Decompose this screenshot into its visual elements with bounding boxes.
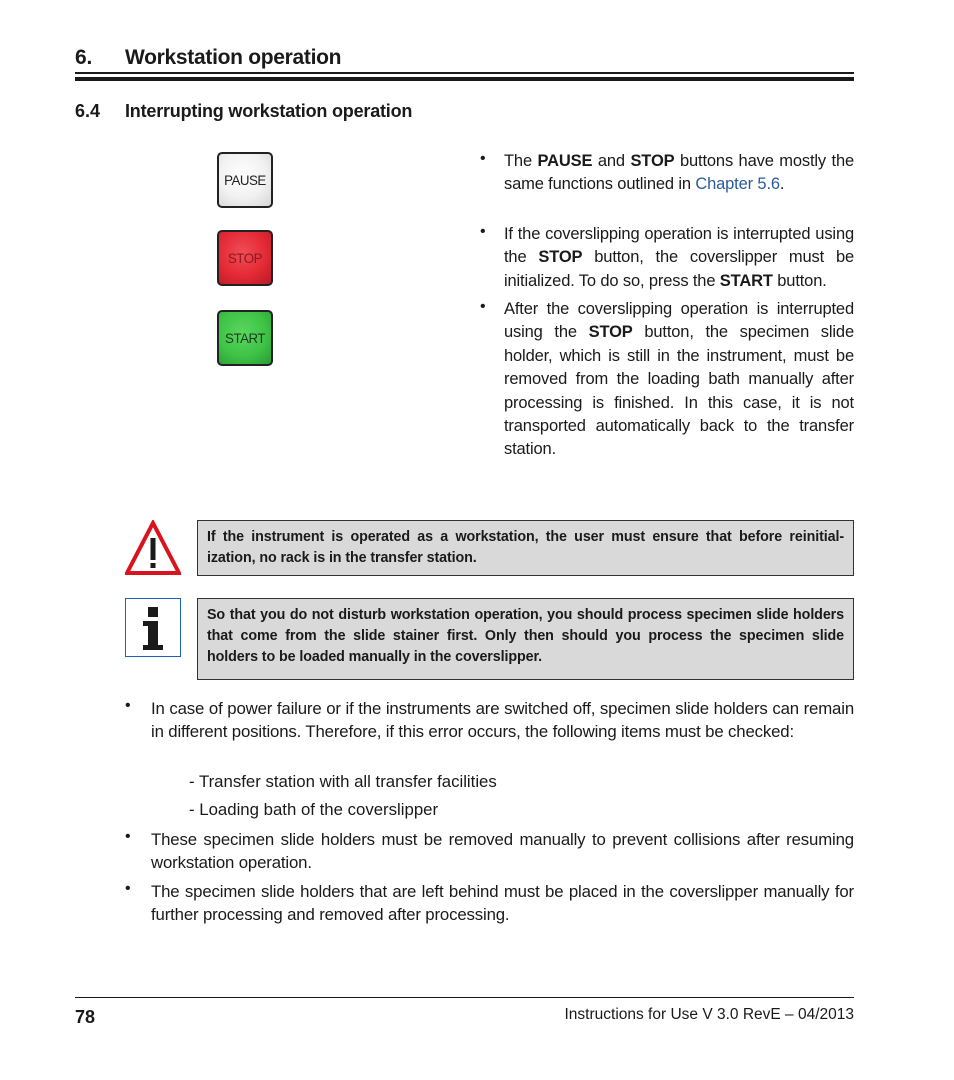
stop-key-image (217, 230, 273, 286)
page-number: 78 (75, 1007, 96, 1027)
bold-stop: STOP (538, 248, 583, 267)
list-item-remove-manually: These specimen slide holders must be removed manually to prevent collisions after resuming workstation operation. (151, 830, 854, 873)
bullet-marker: • (125, 880, 131, 897)
header-rule-thick (75, 77, 854, 81)
info-notice: So that you do not disturb workstation operation, you should process specimen slide holders that come from the slide stainer first. Only then should you process the specimen slide holders to be loaded manually in the coverslipper. (197, 598, 854, 680)
stop-key-label: STOP (227, 250, 263, 266)
list-item-left-behind: The specimen slide holders that are left behind must be placed in the coverslipper manually for further processing and removed after processing. (151, 882, 854, 925)
text-run: button. (772, 271, 827, 290)
bullet-stop-initialize (504, 223, 854, 293)
start-key-label: START (224, 330, 265, 346)
text-run: button, the specimen slide holder, which is still in the instrument, must be removed from the loading bath manually after processing is finished. In this case, it is not transported automatically back to the transfer station. (504, 323, 854, 459)
info-icon (125, 598, 181, 657)
footer-rule (75, 997, 854, 998)
warning-notice: If the instrument is operated as a workstation, the user must ensure that before reinitial-ization, no rack is in the transfer station. (197, 520, 854, 576)
text-run: If the coverslipping operation is interrupted using the (504, 225, 854, 267)
bold-pause: PAUSE (537, 152, 593, 170)
section-number: 6.4 (75, 101, 101, 121)
sub-item-transfer-station: - Transfer station with all transfer facilities (189, 772, 497, 791)
text-run: After the coverslipping operation is interrupted using the (504, 300, 854, 342)
bullet-pause-stop (504, 150, 854, 197)
section-title: Interrupting workstation operation (125, 101, 413, 121)
text-run: button, the coverslipper must be initialized. To do so, press the (504, 248, 854, 290)
bold-stop: STOP (630, 152, 675, 170)
chapter-number: 6. (75, 46, 93, 69)
info-i-glyph (126, 599, 180, 656)
footer-doc-info: Instructions for Use V 3.0 RevE – 04/2013 (564, 1006, 854, 1023)
text-run: buttons have mostly the same functions outlined in (504, 152, 855, 194)
pause-key-label: PAUSE (224, 172, 266, 188)
bullet-marker: • (125, 828, 131, 845)
text-run: and (592, 152, 631, 170)
bullet-marker: • (480, 150, 486, 167)
bullet-marker: • (125, 697, 131, 714)
bullet-marker: • (480, 298, 486, 315)
chapter-link[interactable]: Chapter 5.6 (695, 175, 780, 194)
header-rule-thin (75, 72, 854, 74)
bullet-remove-holder (504, 298, 854, 462)
bullet-marker: • (480, 223, 486, 240)
chapter-title: Workstation operation (125, 46, 342, 69)
start-key-image (217, 310, 273, 366)
list-item-power-failure: In case of power failure or if the instruments are switched off, specimen slide holders can remain in different positions. Therefore, if this error occurs, the following items must be checked: (151, 699, 854, 742)
text-run: . (779, 175, 785, 194)
text-run: The (504, 152, 538, 170)
sub-item-loading-bath: - Loading bath of the coverslipper (189, 800, 439, 819)
warning-triangle-icon (125, 520, 181, 576)
bold-stop: STOP (588, 323, 633, 342)
pause-key-image (217, 152, 273, 208)
bold-start: START (719, 271, 773, 290)
